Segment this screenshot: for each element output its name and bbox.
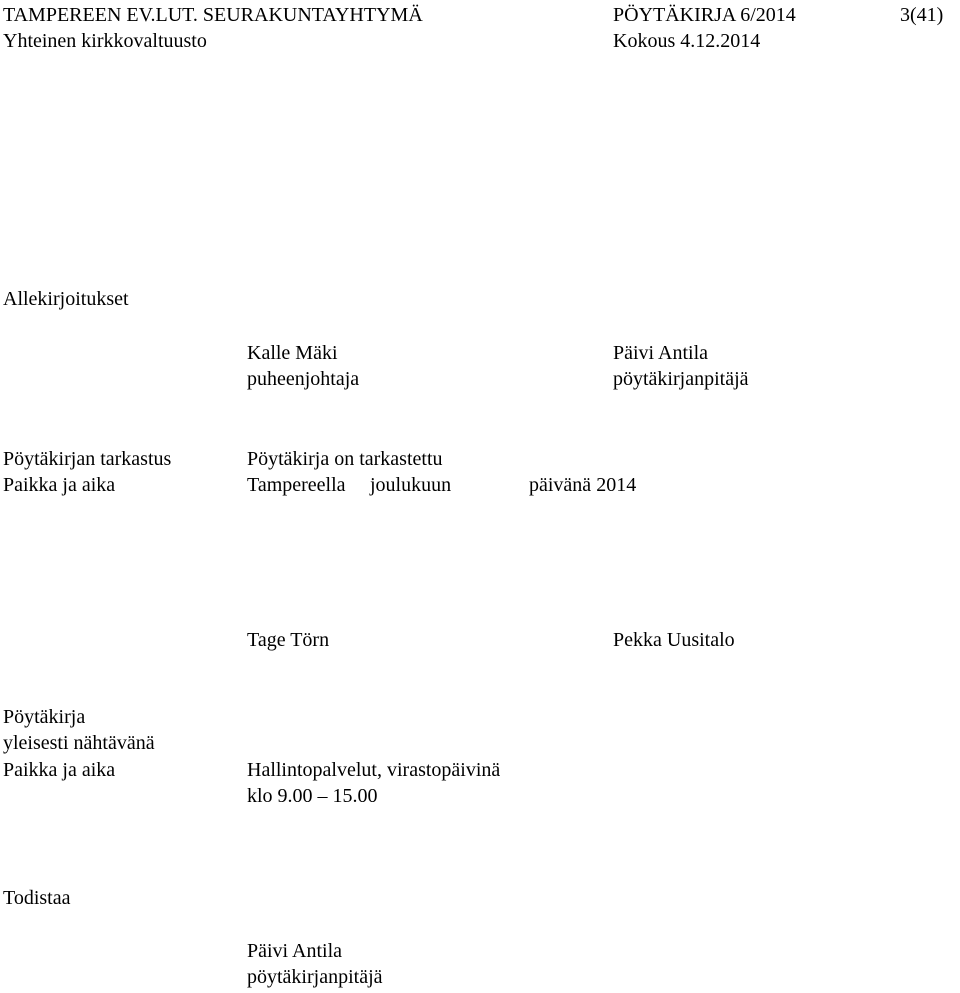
meeting-date: Kokous 4.12.2014 [613,30,761,52]
chair-name: Kalle Mäki [247,342,338,364]
review-place: Tampereella [247,474,346,496]
reviewer-2-name: Pekka Uusitalo [613,629,735,651]
review-day-year: päivänä 2014 [529,474,637,496]
display-time: klo 9.00 – 15.00 [247,785,378,807]
review-month: joulukuun [370,474,452,496]
chair-role: puheenjohtaja [247,368,360,390]
review-label: Pöytäkirjan tarkastus [3,448,172,470]
certification-heading: Todistaa [3,887,71,909]
display-label-line1: Pöytäkirja [3,706,86,728]
display-place: Hallintopalvelut, virastopäivinä [247,759,501,781]
display-place-label: Paikka ja aika [3,759,116,781]
certifier-role: pöytäkirjanpitäjä [247,966,383,988]
display-label-line2: yleisesti nähtävänä [3,732,155,754]
page-number: 3(41) [900,4,944,26]
review-text: Pöytäkirja on tarkastettu [247,448,443,470]
organization-name: TAMPEREEN EV.LUT. SEURAKUNTAYHTYMÄ [3,4,423,26]
reviewer-1-name: Tage Törn [247,629,330,651]
document-title: PÖYTÄKIRJA 6/2014 [613,4,796,26]
secretary-name: Päivi Antila [613,342,708,364]
signatures-heading: Allekirjoitukset [3,288,129,310]
body-name: Yhteinen kirkkovaltuusto [3,30,207,52]
review-place-label: Paikka ja aika [3,474,116,496]
certifier-name: Päivi Antila [247,940,342,962]
secretary-role: pöytäkirjanpitäjä [613,368,749,390]
